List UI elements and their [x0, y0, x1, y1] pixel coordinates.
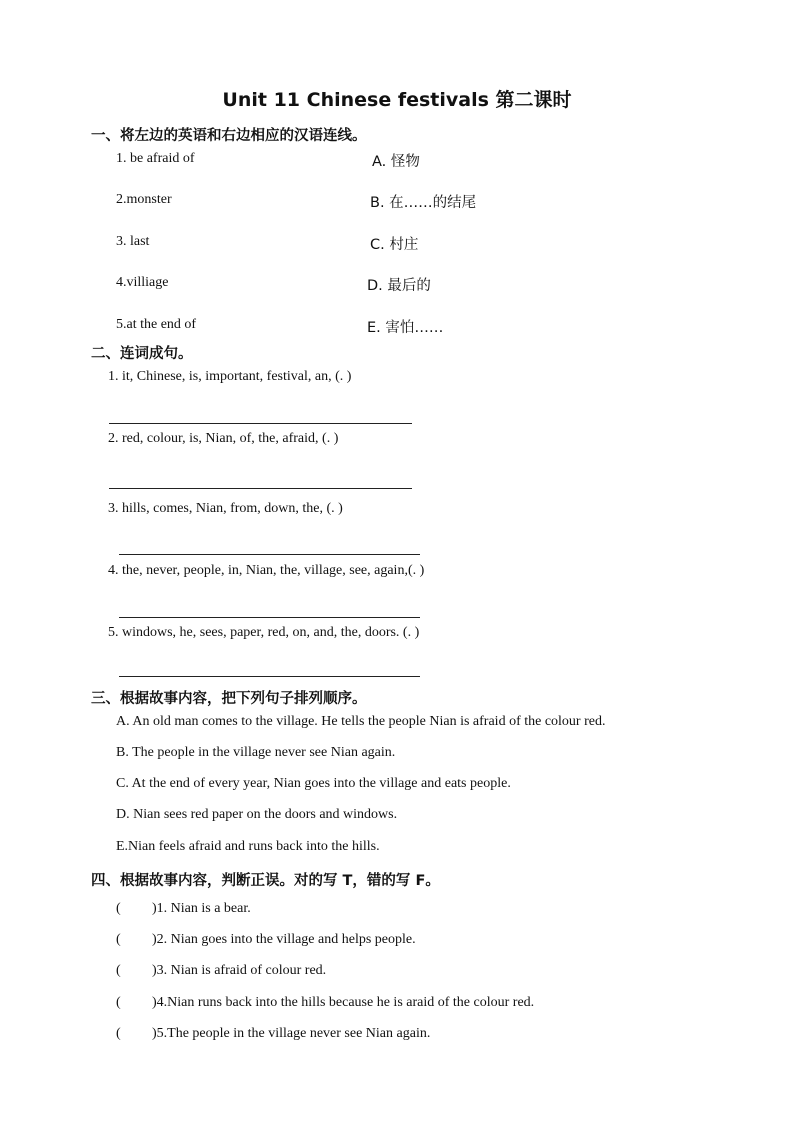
true-false-text: )4.Nian runs back into the hills because he is araid of the colour red.	[152, 995, 535, 1010]
sentence-item-5: 5. windows, he, sees, paper, red, on, and, the, doors. (. )	[108, 625, 420, 640]
order-item-c: C. At the end of every year, Nian goes into the village and eats people.	[116, 776, 511, 791]
answer-line-4[interactable]	[119, 617, 420, 618]
order-item-d: D. Nian sees red paper on the doors and windows.	[116, 807, 398, 822]
answer-line-5[interactable]	[119, 676, 420, 677]
answer-line-1[interactable]	[109, 423, 412, 424]
section-3-heading: 三、根据故事内容，把下列句子排列顺序。	[91, 691, 367, 707]
true-false-text: )1. Nian is a bear.	[152, 901, 251, 916]
match-right-d: D. 最后的	[367, 278, 431, 294]
match-left-3: 3. last	[116, 234, 150, 249]
order-item-e: E.Nian feels afraid and runs back into the hills.	[116, 839, 380, 854]
match-left-5: 5.at the end of	[116, 317, 197, 332]
sentence-item-2: 2. red, colour, is, Nian, of, the, afraid, (. )	[108, 431, 339, 446]
section-2-heading: 二、连词成句。	[91, 346, 193, 362]
answer-line-2[interactable]	[109, 488, 412, 489]
match-right-e: E. 害怕……	[367, 320, 444, 336]
true-false-item-5	[116, 1026, 430, 1042]
match-left-1: 1. be afraid of	[116, 151, 195, 166]
sentence-item-3: 3. hills, comes, Nian, from, down, the, (. )	[108, 501, 343, 516]
true-false-item-2	[116, 932, 416, 948]
true-false-item-1	[116, 901, 251, 917]
match-left-4: 4.villiage	[116, 275, 169, 290]
answer-bracket[interactable]: (	[116, 963, 121, 978]
true-false-text: )5.The people in the village never see Nian again.	[152, 1026, 431, 1041]
order-item-b: B. The people in the village never see Nian again.	[116, 745, 396, 760]
answer-bracket[interactable]: (	[116, 995, 121, 1010]
true-false-item-4	[116, 995, 534, 1011]
true-false-text: )2. Nian goes into the village and helps people.	[152, 932, 416, 947]
order-item-a: A. An old man comes to the village. He tells the people Nian is afraid of the colour red.	[116, 714, 606, 729]
sentence-item-1: 1. it, Chinese, is, important, festival, an, (. )	[108, 369, 352, 384]
answer-bracket[interactable]: (	[116, 1026, 121, 1041]
true-false-item-3	[116, 963, 326, 979]
answer-bracket[interactable]: (	[116, 901, 121, 916]
match-right-c: C. 村庄	[370, 237, 419, 253]
section-1-heading: 一、将左边的英语和右边相应的汉语连线。	[91, 128, 367, 144]
page-title: Unit 11 Chinese festivals 第二课时	[222, 89, 572, 111]
answer-bracket[interactable]: (	[116, 932, 121, 947]
sentence-item-4: 4. the, never, people, in, Nian, the, village, see, again,(. )	[108, 563, 425, 578]
section-4-heading: 四、根据故事内容，判断正误。对的写 T，错的写 F。	[91, 873, 440, 889]
true-false-text: )3. Nian is afraid of colour red.	[152, 963, 327, 978]
match-right-b: B. 在……的结尾	[370, 195, 477, 211]
answer-line-3[interactable]	[119, 554, 420, 555]
match-left-2: 2.monster	[116, 192, 172, 207]
match-right-a: A. 怪物	[372, 154, 420, 170]
